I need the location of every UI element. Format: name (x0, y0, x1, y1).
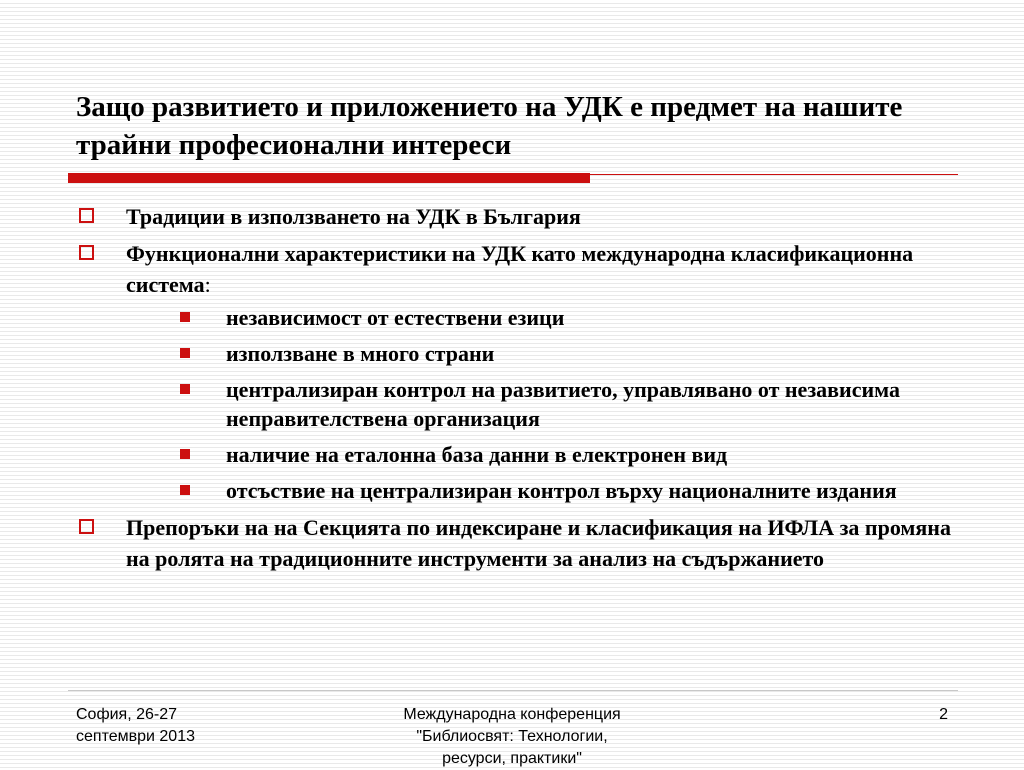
sub-bullet-item (126, 375, 956, 433)
hollow-square-bullet-icon (79, 519, 94, 534)
footer-conference-line: ресурси, практики" (442, 750, 582, 767)
filled-square-bullet-icon (180, 449, 190, 459)
title-underline (68, 173, 590, 183)
hollow-square-bullet-icon (79, 245, 94, 260)
footer-location: София, 26-27 (76, 706, 178, 723)
hollow-square-bullet-icon (79, 208, 94, 223)
sub-bullet-text: централизиран контрол на развитието, управлявано от независима неправителствена организация (226, 377, 900, 431)
sub-bullet-item (126, 476, 956, 505)
filled-square-bullet-icon (180, 312, 190, 322)
footer-divider (68, 690, 958, 691)
sub-bullet-item (126, 440, 956, 469)
slide-number: 2 (939, 706, 948, 723)
title-underline-thin (590, 174, 958, 175)
bullet-text: Препоръки на на Секцията по индексиране и класификация на ИФЛА за промяна на ролята на традиционните инструменти за анализ на съдържанието (126, 515, 951, 571)
bullet-item-ifla-recommendations (76, 512, 956, 574)
filled-square-bullet-icon (180, 384, 190, 394)
slide-content (76, 201, 956, 580)
sub-bullet-item (126, 339, 956, 368)
sub-bullet-text: независимост от естествени езици (226, 305, 565, 330)
sub-bullet-text: наличие на еталонна база данни в електронен вид (226, 442, 728, 467)
slide-title: Защо развитието и приложението на УДК е предмет на нашите трайни професионални интереси (76, 91, 903, 161)
filled-square-bullet-icon (180, 348, 190, 358)
footer-conference-line: "Библиосвят: Технологии, (416, 728, 608, 745)
sub-bullet-text: отсъствие на централизиран контрол върху националните издания (226, 478, 897, 503)
bullet-text: Традиции в използването на УДК в България (126, 204, 581, 229)
bullet-text: Функционални характеристики на УДК като международна класификационна система (126, 241, 914, 297)
bullet-text-suffix: : (204, 272, 211, 297)
footer-location-date (76, 704, 276, 748)
bullet-item-traditions (76, 201, 956, 232)
sub-bullet-item (126, 303, 956, 332)
bullet-item-functional-characteristics (76, 238, 956, 505)
sub-bullet-text: използване в много страни (226, 341, 495, 366)
footer-date: септември 2013 (76, 728, 195, 745)
footer-conference-line: Международна конференция (403, 706, 621, 723)
footer-conference (362, 704, 662, 770)
filled-square-bullet-icon (180, 485, 190, 495)
sub-bullet-list (126, 303, 956, 505)
